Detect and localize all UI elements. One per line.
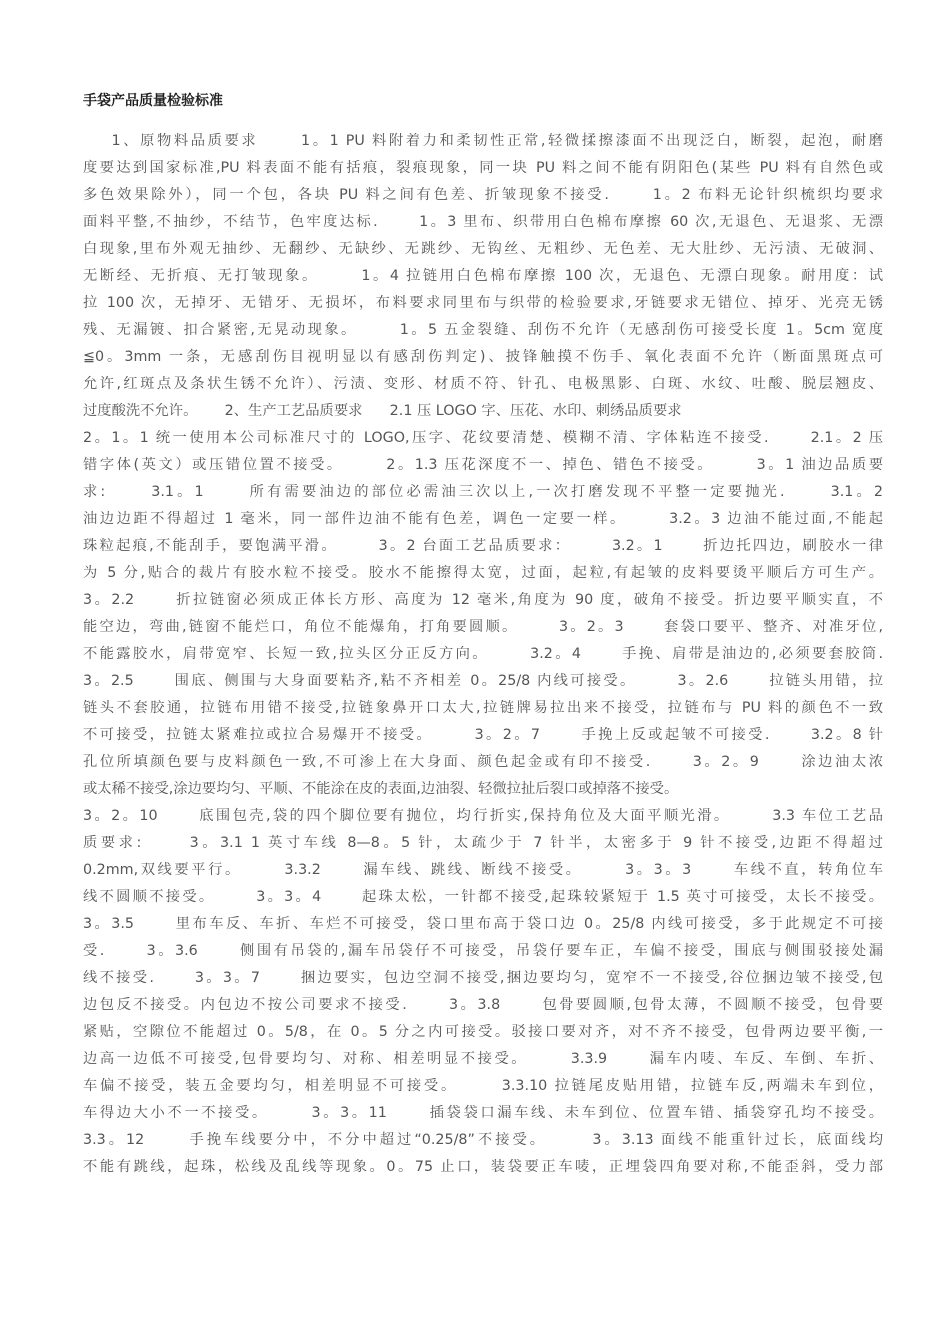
body-line: 多色效果除外），同一个包，各块 PU 料之间有色差、折皱现象不接受. 1。2 布料无论针织梳织均要求: [83, 187, 883, 203]
body-line: 3。2.5 围底、侧围与大身面要粘齐,粘不齐相差 0。25/8 内线可接受。 3。2.6 拉链头用错，拉: [83, 673, 883, 689]
body-line: 过度酸洗不允许。 2、生产工艺品质要求 2.1 压 LOGO 字、压花、水印、刺绣品质要求: [83, 403, 682, 419]
body-line: 2。1。1 统一使用本公司标准尺寸的 LOGO,压字、花纹要清楚、模糊不清、字体粘连不接受. 2.1。2 压: [83, 430, 883, 446]
body-line: 白现象,里布外观无抽纱、无翻纱、无缺纱、无跳纱、无钩丝、无粗纱、无色差、无大肚纱、无污渍、无破洞、: [83, 241, 883, 257]
body-line: ≦0。3mm 一条，无感刮伤目视明显以有感刮伤判定)、披锋触摸不伤手、氧化表面不允许（断面黑斑点可: [83, 349, 883, 365]
body-line: 求: 3.1。1 所有需要油边的部位必需油三次以上,一次打磨发现不平整一定要抛光. 3.1。2: [83, 484, 883, 500]
body-line: 能空边，弯曲,链窗不能烂口，角位不能爆角，打角要圆顺。 3。2。3 套袋口要平、整齐、对准牙位,: [83, 619, 883, 635]
body-line: 边高一边低不可接受,包骨要均匀、对称、相差明显不接受。 3.3.9 漏车内唛、车反、车倒、车折、: [83, 1051, 883, 1067]
body-line: 3。3.5 里布车反、车折、车烂不可接受，袋口里布高于袋口边 0。25/8 内线可接受，多于此规定不可接: [83, 916, 883, 932]
body-line: 3。2。10 底围包壳,袋的四个脚位要有抛位，均行折实,保持角位及大面平顺光滑。 3.3 车位工艺品: [83, 808, 883, 824]
body-line: 珠粒起痕,不能刮手，要饱满平滑。 3。2 台面工艺品质要求： 3.2。1 折边托四边，刷胶水一律: [83, 538, 883, 554]
body-line: 边包反不接受。内包边不按公司要求不接受. 3。3.8 包骨要圆顺,包骨太薄，不圆顺不接受，包骨要: [83, 997, 883, 1013]
body-line: 油边边距不得超过 1 毫米，同一部件边油不能有色差，调色一定要一样。 3.2。3 边油不能过面,不能起: [83, 511, 883, 527]
body-line: 质要求: 3。3.1 1 英寸车线 8—8。5 针，太疏少于 7 针半，太密多于 9 针不接受,边距不得超过: [83, 835, 883, 851]
body-line: 不能露胶水，肩带宽窄、长短一致,拉头区分正反方向。 3.2。4 手挽、肩带是油边的,必须要套胶筒.: [83, 646, 883, 662]
body-line: 1、原物料品质要求 1。1 PU 料附着力和柔韧性正常,轻微揉擦漆面不出现泛白，断裂，起泡，耐磨: [83, 133, 883, 149]
body-line: 允许,红斑点及条状生锈不允许）、污渍、变形、材质不符、针孔、电极黑影、白斑、水纹、吐酸、脱层翘皮、: [83, 376, 883, 392]
body-line: 紧贴，空隙位不能超过 0。5/8，在 0。5 分之内可接受。驳接口要对齐，对不齐不接受，包骨两边要平衡,一: [83, 1024, 883, 1040]
body-line: 为 5 分,贴合的裁片有胶水粒不接受。胶水不能擦得太宽，过面，起粒,有起皱的皮料要烫平顺后方可生产。: [83, 565, 883, 581]
document-title: 手袋产品质量检验标准: [83, 93, 223, 109]
body-line: 无断经、无折痕、无打皱现象。 1。4 拉链用白色棉布摩擦 100 次，无退色、无漂白现象。耐用度：试: [83, 268, 883, 284]
body-line: 错字体(英文）或压错位置不接受。 2。1.3 压花深度不一、掉色、错色不接受。 3。1 油边品质要: [83, 457, 883, 473]
body-line: 3.3。12 手挽车线要分中，不分中超过“0.25/8”不接受。 3。3.13 面线不能重针过长，底面线均: [83, 1132, 883, 1148]
body-line: 或太稀不接受,涂边要均匀、平顺、不能涂在皮的表面,边油裂、轻微拉扯后裂口或掉落不接受。: [83, 781, 679, 797]
body-line: 车偏不接受，装五金要均匀，相差明显不可接受。 3.3.10 拉链尾皮贴用错，拉链车反,两端未车到位，: [83, 1078, 883, 1094]
body-line: 受. 3。3.6 侧围有吊袋的,漏车吊袋仔不可接受，吊袋仔要车正，车偏不接受，围底与侧围驳接处漏: [83, 943, 883, 959]
body-line: 3。2.2 折拉链窗必须成正体长方形、高度为 12 毫米,角度为 90 度，破角不接受。折边要平顺实直，不: [83, 592, 883, 608]
body-line: 链头不套胶通，拉链布用错不接受,拉链象鼻开口太大,拉链牌易拉出来不接受，拉链布与 PU 料的颜色不一致: [83, 700, 883, 716]
body-line: 度要达到国家标准,PU 料表面不能有括痕，裂痕现象，同一块 PU 料之间不能有阴阳色(某些 PU 料有自然色或: [83, 160, 883, 176]
body-line: 线不圆顺不接受。 3。3。4 起珠太松，一针都不接受,起珠较紧短于 1.5 英寸可接受，太长不接受。: [83, 889, 883, 905]
body-line: 拉 100 次，无掉牙、无错牙、无损坏，布料要求同里布与织带的检验要求,牙链要求无错位、掉牙、光亮无锈: [83, 295, 883, 311]
body-line: 0.2mm,双线要平行。 3.3.2 漏车线、跳线、断线不接受。 3。3。3 车线不直，转角位车: [83, 862, 883, 878]
body-line: 孔位所填颜色要与皮料颜色一致,不可渗上在大身面、颜色起金或有印不接受. 3。2。9 涂边油太浓: [83, 754, 883, 770]
body-line: 不可接受，拉链太紧难拉或拉合易爆开不接受。 3。2。7 手挽上反或起皱不可接受. 3.2。8 针: [83, 727, 883, 743]
body-line: 面料平整,不抽纱，不结节，色牢度达标. 1。3 里布、织带用白色棉布摩擦 60 次,无退色、无退浆、无漂: [83, 214, 883, 230]
body-line: 线不接受. 3。3。7 捆边要实，包边空洞不接受,捆边要均匀，宽窄不一不接受,谷位捆边皱不接受,包: [83, 970, 883, 986]
body-line: 车得边大小不一不接受。 3。3。11 插袋袋口漏车线、未车到位、位置车错、插袋穿孔均不接受。: [83, 1105, 883, 1121]
body-line: 残、无漏镀、扣合紧密,无晃动现象。 1。5 五金裂缝、刮伤不允许（无感刮伤可接受长度 1。5cm 宽度: [83, 322, 883, 338]
document-body: [83, 128, 883, 1181]
body-line: 不能有跳线，起珠，松线及乱线等现象。0。75 止口，装袋要正车唛，正埋袋四角要对称,不能歪斜，受力部: [83, 1159, 883, 1175]
